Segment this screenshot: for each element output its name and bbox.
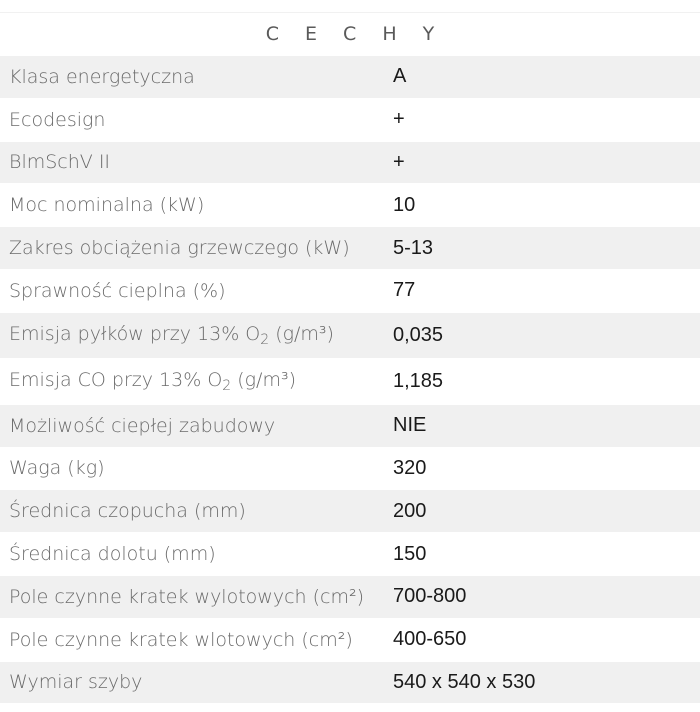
table-row xyxy=(0,661,700,704)
table-row xyxy=(0,226,700,269)
row-label-energy-class: Klasa energetyczna xyxy=(9,65,195,88)
row-value-inlet-grilles-area: 400-650 xyxy=(393,628,467,651)
row-label-flue-diameter: Średnica czopucha (mm) xyxy=(9,500,246,523)
row-value-flue-diameter: 200 xyxy=(393,499,427,522)
row-value-co-emission: 1,185 xyxy=(393,369,444,392)
row-value-weight: 320 xyxy=(393,456,427,479)
table-row xyxy=(0,404,700,447)
row-label-outlet-grilles-area: Pole czynne kratek wylotowych (cm²) xyxy=(9,585,364,608)
row-value-outlet-grilles-area: 700-800 xyxy=(393,585,467,608)
row-value-glass-dimensions: 540 x 540 x 530 xyxy=(393,670,536,693)
row-value-dust-emission: 0,035 xyxy=(393,323,444,346)
dust-emission-label-unit: (g/m³) xyxy=(269,322,334,345)
features-table xyxy=(0,12,700,703)
row-label-weight: Waga (kg) xyxy=(9,457,105,480)
row-label-dust-emission xyxy=(0,323,384,348)
row-value-efficiency: 77 xyxy=(393,279,416,302)
row-label-blmschv: BlmSchV II xyxy=(9,151,111,174)
row-label-glass-dimensions: Wymiar szyby xyxy=(9,671,143,694)
row-value-ecodesign: + xyxy=(393,108,405,131)
table-row xyxy=(0,312,700,358)
co-emission-label-unit: (g/m³) xyxy=(231,368,296,391)
oxygen-subscript: 2 xyxy=(222,377,232,394)
row-value-heating-load-range: 5-13 xyxy=(393,236,434,259)
table-row xyxy=(0,55,700,98)
row-value-inlet-diameter: 150 xyxy=(393,542,427,565)
table-title: C E C H Y xyxy=(265,23,445,45)
table-row xyxy=(0,489,700,532)
row-label-co-emission xyxy=(0,369,384,394)
dust-emission-label-text: Emisja pyłków przy 13% O xyxy=(9,322,261,345)
row-label-warm-installation: Możliwość ciepłej zabudowy xyxy=(9,414,276,437)
table-body xyxy=(0,55,700,703)
row-label-efficiency: Sprawność cieplna (%) xyxy=(9,279,226,302)
row-label-inlet-diameter: Średnica dolotu (mm) xyxy=(9,543,216,566)
row-value-blmschv: + xyxy=(393,150,405,173)
co-emission-label-text: Emisja CO przy 13% O xyxy=(9,368,223,391)
table-row xyxy=(0,183,700,226)
row-value-energy-class: A xyxy=(393,65,407,88)
table-row xyxy=(0,141,700,184)
table-header xyxy=(0,12,700,55)
row-label-inlet-grilles-area: Pole czynne kratek wlotowych (cm²) xyxy=(9,628,353,651)
row-value-warm-installation: NIE xyxy=(393,414,427,437)
row-label-ecodesign: Ecodesign xyxy=(9,108,106,131)
table-row xyxy=(0,532,700,575)
table-row xyxy=(0,98,700,141)
table-row xyxy=(0,358,700,404)
oxygen-subscript: 2 xyxy=(260,331,270,348)
row-value-nominal-power: 10 xyxy=(393,193,416,216)
table-row xyxy=(0,618,700,661)
row-label-heating-load-range: Zakres obciążenia grzewczego (kW) xyxy=(9,237,350,260)
table-row xyxy=(0,575,700,618)
table-row xyxy=(0,447,700,490)
row-label-nominal-power: Moc nominalna (kW) xyxy=(9,194,205,217)
table-row xyxy=(0,269,700,312)
